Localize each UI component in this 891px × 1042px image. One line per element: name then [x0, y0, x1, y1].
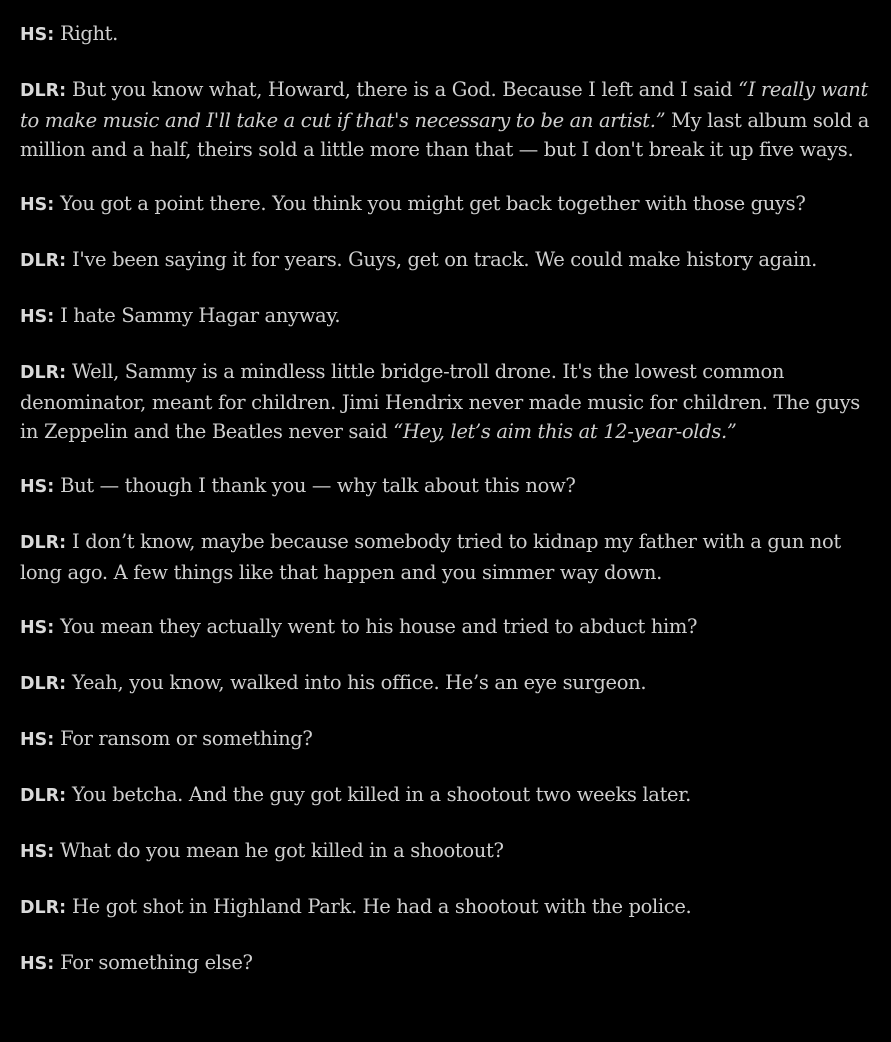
transcript-paragraph — [20, 948, 879, 979]
speaker-label: HS: — [20, 307, 55, 327]
transcript-paragraph — [20, 724, 879, 755]
speaker-label: HS: — [20, 477, 55, 497]
transcript-paragraph — [20, 189, 879, 220]
transcript-paragraph — [20, 357, 879, 446]
quoted-text: “I really want to make music and I'll take a cut if that's necessary to be an artist.” — [20, 78, 868, 132]
dialogue-text: My last album sold a million and a half, theirs sold a little more than that — but I don't break it up five ways. — [20, 109, 870, 161]
dialogue-text: I hate Sammy Hagar anyway. — [60, 304, 341, 327]
dialogue-text: Right. — [60, 22, 119, 45]
transcript-paragraph — [20, 780, 879, 811]
dialogue-text: For something else? — [60, 951, 253, 974]
speaker-label: HS: — [20, 618, 55, 638]
transcript-paragraph — [20, 245, 879, 276]
dialogue-text: For ransom or something? — [60, 727, 313, 750]
transcript-paragraph — [20, 836, 879, 867]
speaker-label: HS: — [20, 730, 55, 750]
speaker-label: HS: — [20, 195, 55, 215]
transcript-paragraph — [20, 471, 879, 502]
dialogue-text: Yeah, you know, walked into his office. He’s an eye surgeon. — [72, 671, 647, 694]
speaker-label: HS: — [20, 842, 55, 862]
transcript-paragraph — [20, 612, 879, 643]
dialogue-text: What do you mean he got killed in a shootout? — [60, 839, 504, 862]
transcript-paragraph — [20, 301, 879, 332]
speaker-label: DLR: — [20, 786, 67, 806]
dialogue-text: I've been saying it for years. Guys, get on track. We could make history again. — [72, 248, 817, 271]
dialogue-text: You betcha. And the guy got killed in a shootout two weeks later. — [72, 783, 691, 806]
transcript-paragraph — [20, 19, 879, 50]
speaker-label: DLR: — [20, 81, 67, 101]
transcript-paragraph — [20, 527, 879, 587]
dialogue-text: I don’t know, maybe because somebody tried to kidnap my father with a gun not long ago. A few things like that happen and you simmer way down. — [20, 530, 841, 584]
speaker-label: HS: — [20, 25, 55, 45]
dialogue-text: But you know what, Howard, there is a God. Because I left and I said — [72, 78, 739, 101]
dialogue-text: He got shot in Highland Park. He had a shootout with the police. — [72, 895, 692, 918]
transcript-paragraph — [20, 668, 879, 699]
speaker-label: DLR: — [20, 898, 67, 918]
speaker-label: DLR: — [20, 251, 67, 271]
speaker-label: HS: — [20, 954, 55, 974]
speaker-label: DLR: — [20, 674, 67, 694]
quoted-text: “Hey, let’s aim this at 12-year-olds.” — [393, 420, 737, 443]
speaker-label: DLR: — [20, 363, 67, 383]
dialogue-text: But — though I thank you — why talk about this now? — [60, 474, 576, 497]
dialogue-text: You got a point there. You think you might get back together with those guys? — [60, 192, 806, 215]
dialogue-text: You mean they actually went to his house and tried to abduct him? — [60, 615, 698, 638]
transcript-paragraph — [20, 75, 879, 164]
speaker-label: DLR: — [20, 533, 67, 553]
transcript-paragraph — [20, 892, 879, 923]
dialogue-text: Well, Sammy is a mindless little bridge-troll drone. It's the lowest common denominator, meant for children. Jimi Hendrix never made music for children. The guys in Zeppelin and the Beatles never said — [20, 360, 860, 443]
